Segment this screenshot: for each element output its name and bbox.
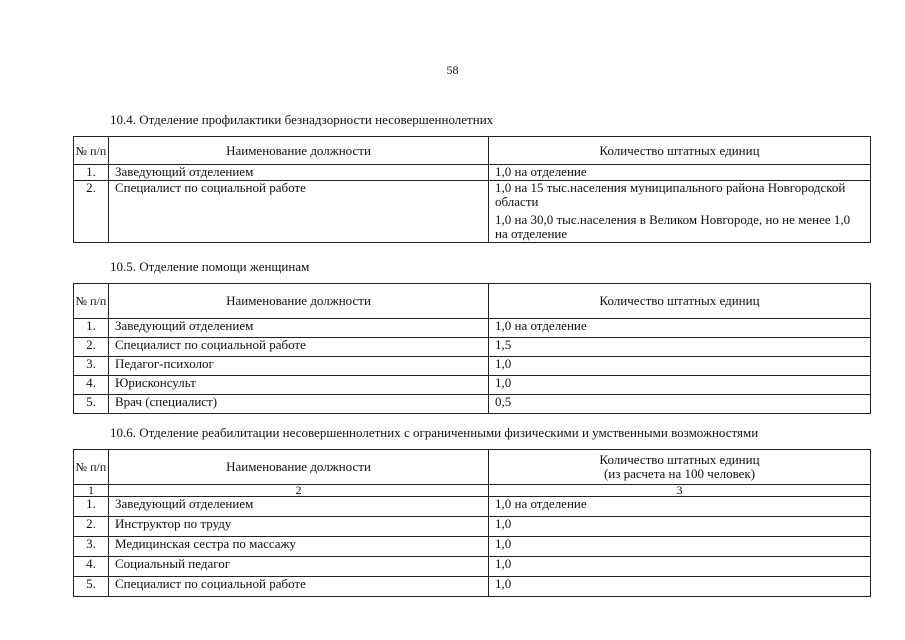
row-num: 5. [74, 395, 109, 414]
table-row [74, 577, 871, 597]
row-qty: 1,0 [489, 517, 871, 537]
column-index-2: 2 [109, 485, 489, 497]
row-num: 4. [74, 376, 109, 395]
row-position: Специалист по социальной работе [109, 181, 489, 243]
table-row [74, 395, 871, 414]
row-qty: 1,0 на отделение [489, 497, 871, 517]
row-position: Социальный педагог [109, 557, 489, 577]
row-num: 5. [74, 577, 109, 597]
table-row [74, 357, 871, 376]
header-qty [489, 450, 871, 485]
table-header-row [74, 137, 871, 165]
row-num: 1. [74, 319, 109, 338]
table-10-6 [73, 449, 871, 597]
row-num: 3. [74, 537, 109, 557]
row-qty: 1,0 на отделение [489, 319, 871, 338]
row-position: Врач (специалист) [109, 395, 489, 414]
row-qty: 1,5 [489, 338, 871, 357]
section-title-10-5: 10.5. Отделение помощи женщинам [110, 259, 310, 274]
section-title-10-6: 10.6. Отделение реабилитации несовершеннолетних с ограниченными физическими и умственными возможностями [110, 425, 759, 440]
table-10-5 [73, 283, 871, 414]
table-row [74, 557, 871, 577]
header-qty: Количество штатных единиц [489, 284, 871, 319]
row-qty: 1,0 на отделение [489, 165, 871, 181]
row-position: Инструктор по труду [109, 517, 489, 537]
header-name: Наименование должности [109, 450, 489, 485]
row-position: Заведующий отделением [109, 497, 489, 517]
table-row [74, 319, 871, 338]
qty-line-district: 1,0 на 15 тыс.населения муниципального района Новгородской области [495, 180, 846, 209]
row-qty: 1,0 [489, 376, 871, 395]
table-row [74, 165, 871, 181]
row-position: Заведующий отделением [109, 165, 489, 181]
row-num: 3. [74, 357, 109, 376]
header-num: № п/п [74, 450, 109, 485]
header-qty-note: (из расчета на 100 человек) [603, 466, 756, 481]
row-num: 1. [74, 497, 109, 517]
row-num: 4. [74, 557, 109, 577]
header-num: № п/п [74, 284, 109, 319]
row-qty [489, 181, 871, 243]
table-row [74, 537, 871, 557]
table-header-row [74, 284, 871, 319]
row-position: Медицинская сестра по массажу [109, 537, 489, 557]
header-qty: Количество штатных единиц [489, 137, 871, 165]
column-index-3: 3 [489, 485, 871, 497]
row-position: Специалист по социальной работе [109, 338, 489, 357]
row-position: Специалист по социальной работе [109, 577, 489, 597]
row-num: 1. [74, 165, 109, 181]
row-qty: 1,0 [489, 537, 871, 557]
table-row [74, 376, 871, 395]
row-position: Педагог-психолог [109, 357, 489, 376]
row-qty: 1,0 [489, 577, 871, 597]
table-row [74, 181, 871, 243]
table-10-4 [73, 136, 871, 243]
section-title-10-4: 10.4. Отделение профилактики безнадзорности несовершеннолетних [110, 112, 494, 127]
row-position: Заведующий отделением [109, 319, 489, 338]
table-row [74, 338, 871, 357]
header-name: Наименование должности [109, 137, 489, 165]
row-num: 2. [74, 338, 109, 357]
row-position: Юрисконсульт [109, 376, 489, 395]
table-row [74, 497, 871, 517]
column-index-row [74, 485, 871, 497]
column-index-1: 1 [74, 485, 109, 497]
row-qty: 1,0 [489, 557, 871, 577]
row-qty: 0,5 [489, 395, 871, 414]
row-num: 2. [74, 517, 109, 537]
table-header-row [74, 450, 871, 485]
table-row [74, 517, 871, 537]
header-num: № п/п [74, 137, 109, 165]
row-qty: 1,0 [489, 357, 871, 376]
header-qty-label: Количество штатных единиц [599, 452, 760, 467]
row-num: 2. [74, 181, 109, 243]
qty-line-city: 1,0 на 30,0 тыс.населения в Великом Новгороде, но не менее 1,0 на отделение [495, 212, 851, 241]
page-number: 58 [446, 63, 459, 77]
header-name: Наименование должности [109, 284, 489, 319]
